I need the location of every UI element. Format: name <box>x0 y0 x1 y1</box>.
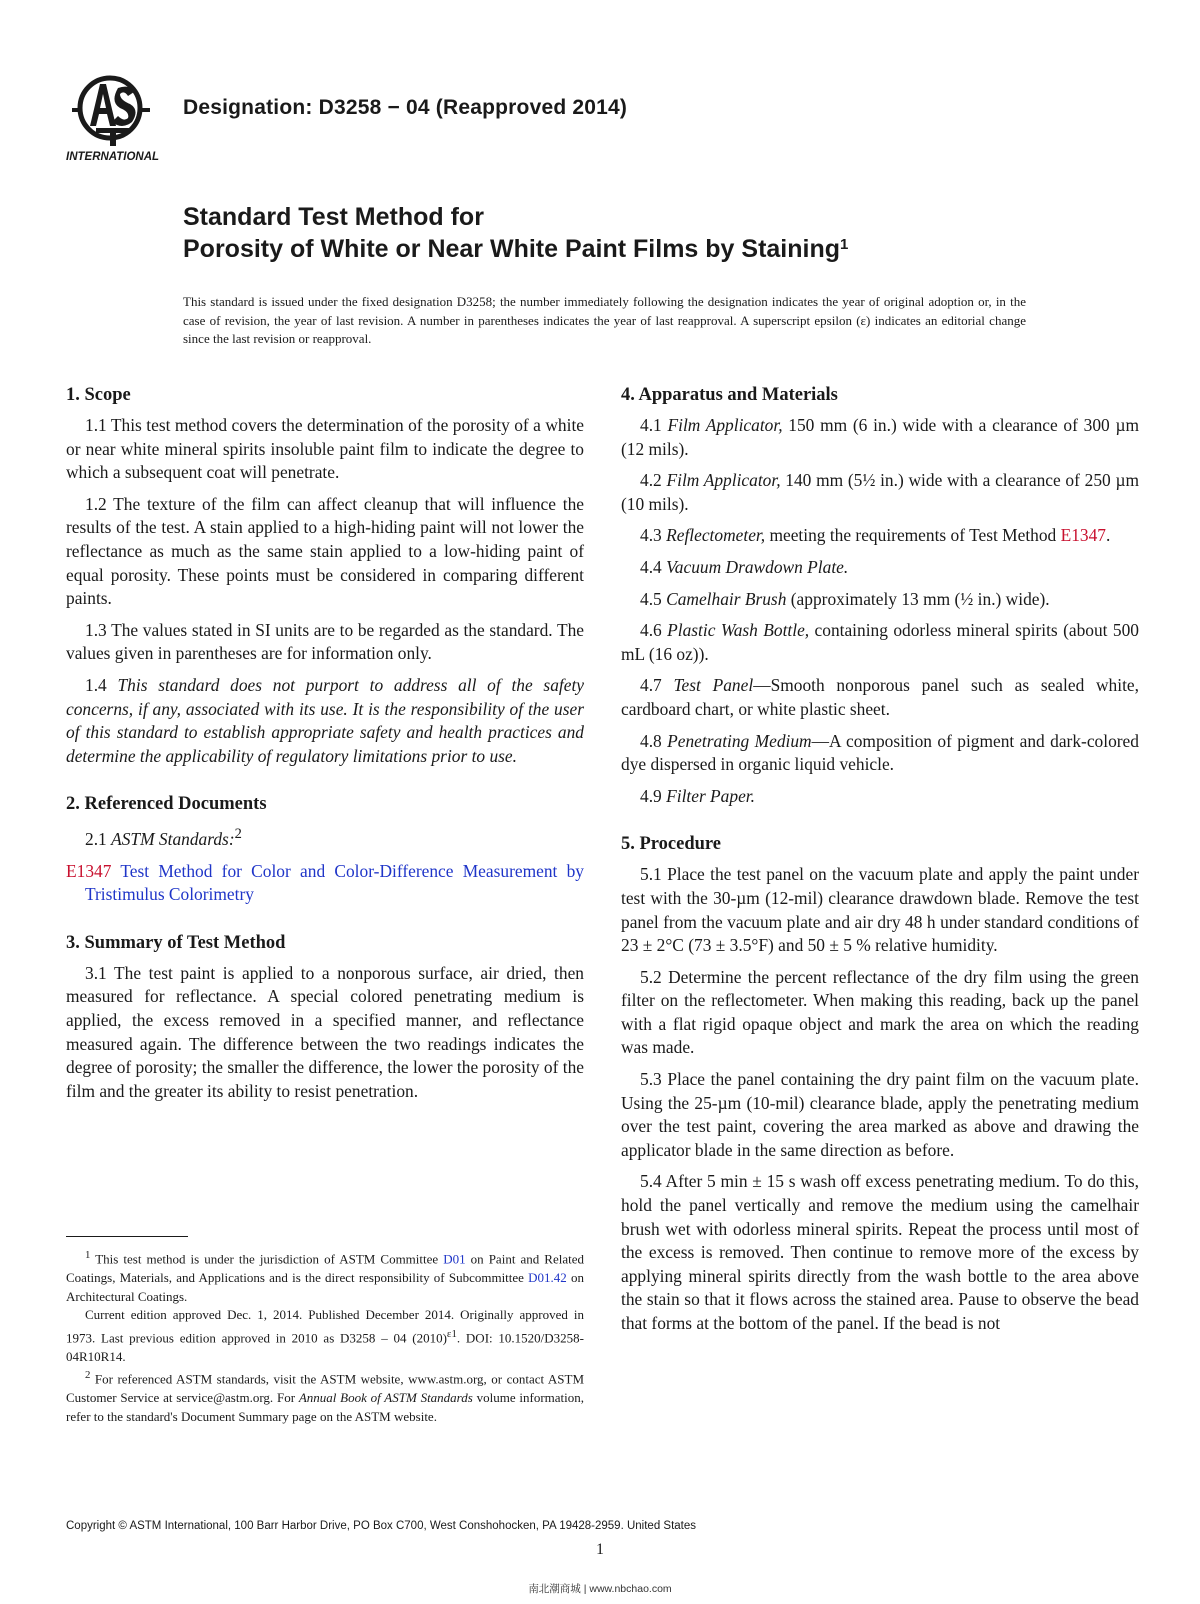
title-footnote-mark: 1 <box>840 236 849 253</box>
paragraph-3-1: 3.1 The test paint is applied to a nonporous surface, air dried, then measured for reflectance. A special colored penetrating medium is applied, the excess removed in a specified manner, and reflectance measured again. The difference between the two readings indicates the degree of porosity; the smaller the difference, the lower the porosity of the film and the greater its ability to resist penetration. <box>66 962 584 1101</box>
item-number: 4.6 <box>640 620 662 641</box>
title-line-2 <box>183 233 1083 265</box>
item-number: 4.8 <box>640 730 662 751</box>
reference-entry <box>66 860 584 907</box>
item-number: 4.2 <box>640 470 662 491</box>
item-4-4 <box>621 556 1139 580</box>
astm-standards-label: ASTM Standards: <box>111 829 235 850</box>
committee-link-d01[interactable]: D01 <box>443 1251 466 1267</box>
item-text: —A composition of pigment and dark-colored dye dispersed in organic liquid vehicle. <box>621 730 1139 775</box>
item-4-3 <box>621 524 1139 548</box>
logo-wordmark: INTERNATIONAL <box>66 151 160 163</box>
paragraph-number: 1.4 <box>85 674 107 695</box>
item-4-6 <box>621 619 1139 666</box>
safety-statement: This standard does not purport to address all of the safety concerns, if any, associated with its use. It is the responsibility of the user of this standard to establish appropriate safety and health practices and determine the applicability of regulatory limitations prior to use. <box>66 674 584 766</box>
paragraph-5-3: 5.3 Place the panel containing the dry paint film on the vacuum plate. Using the 25-µm (10-mil) clearance blade, apply the penetrating medium over the test paint, covering the area marked as above and drawing the applicator blade in the same direction as before. <box>621 1069 1139 1160</box>
section-heading-scope: 1. Scope <box>66 385 131 405</box>
item-number: 4.9 <box>640 785 662 806</box>
footnote-text: This test method is under the jurisdiction of ASTM Committee <box>90 1251 444 1267</box>
item-4-1 <box>621 414 1139 461</box>
reference-link-e1347[interactable]: E1347 <box>66 860 112 881</box>
footnote-text: on Paint and Related Coatings, Materials, and Applications and is the direct responsibility of Subcommittee <box>66 1251 584 1285</box>
item-text: meeting the requirements of Test Method <box>765 525 1061 546</box>
paragraph-5-4: 5.4 After 5 min ± 15 s wash off excess penetrating medium. To do this, hold the panel vertically and remove the medium using the camelhair brush wet with odorless mineral spirits. Repeat the process until most of the excess is removed. Then continue to remove more of the excess by applying mineral spirits directly from the wash bottle to the area above the stain so that it flows across the stained area. Pause to observe the bead that forms at the bottom of the panel. If the bead is not <box>621 1171 1139 1333</box>
section-heading-procedure: 5. Procedure <box>621 834 722 855</box>
section-heading-apparatus: 4. Apparatus and Materials <box>621 385 838 405</box>
astm-logo <box>66 70 168 168</box>
annual-book-title: Annual Book of ASTM Standards <box>298 1390 473 1406</box>
footnote-text: volume information, refer to the standard's Document Summary page on the ASTM website. <box>66 1390 585 1424</box>
paragraph-1-4 <box>66 674 584 768</box>
footnote-divider <box>66 1236 188 1237</box>
paragraph-5-1: 5.1 Place the test panel on the vacuum plate and apply the paint under test with the 30-µm (12-mil) clearance drawdown blade. Remove the test panel from the vacuum plate and air dry 48 h under standard conditions of 23 ± 2°C (73 ± 3.5°F) and 50 ± 5 % relative humidity. <box>621 864 1139 956</box>
footnote-text: on Architectural Coatings. <box>66 1269 584 1304</box>
section-heading-referenced-documents: 2. Referenced Documents <box>66 794 267 815</box>
left-column <box>66 383 584 1111</box>
item-term: Penetrating Medium <box>667 730 812 751</box>
right-column <box>621 383 1139 1344</box>
footnote-mark: 2 <box>85 1369 91 1382</box>
item-number: 4.5 <box>640 588 662 609</box>
item-text: 150 mm (6 in.) wide with a clearance of 300 µm (12 mils). <box>621 415 1139 459</box>
item-text: (approximately 13 mm (½ in.) wide). <box>786 588 1050 609</box>
footnote-2 <box>66 1366 584 1426</box>
item-term: Reflectometer, <box>666 525 766 546</box>
footnote-text: For referenced ASTM standards, visit the ASTM website, www.astm.org, or contact ASTM Customer Service at service@astm.org. For <box>66 1371 584 1406</box>
reference-title-link[interactable]: Test Method for Color and Color-Difference Measurement by Tristimulus Colorimetry <box>85 860 584 905</box>
item-term: Film Applicator, <box>666 470 781 491</box>
page-number: 1 <box>596 1541 604 1558</box>
item-term: Test Panel <box>673 675 754 696</box>
document-title <box>183 201 1083 265</box>
item-term: Film Applicator, <box>667 415 783 435</box>
paragraph-2-1 <box>66 823 584 851</box>
paragraph-1-3: 1.3 The values stated in SI units are to be regarded as the standard. The values given in parentheses are for information only. <box>66 619 584 664</box>
footnote-text: . DOI: 10.1520/D3258-04R10R14. <box>66 1330 584 1364</box>
item-text: —Smooth nonporous panel such as sealed white, cardboard chart, or white plastic sheet. <box>621 675 1139 719</box>
item-4-8 <box>621 730 1139 777</box>
title-line-2-text: Porosity of White or Near White Paint Films by Staining <box>183 235 841 263</box>
footnote-1 <box>66 1246 584 1306</box>
item-end: . <box>1106 525 1111 546</box>
reference-link-e1347[interactable]: E1347 <box>1060 525 1106 546</box>
subcommittee-link-d01-42[interactable]: D01.42 <box>528 1269 567 1285</box>
item-4-2 <box>621 469 1139 516</box>
paragraph-number: 2.1 <box>85 829 107 850</box>
item-text: containing odorless mineral spirits (about 500 mL (16 oz)). <box>621 620 1139 664</box>
item-4-9 <box>621 785 1139 809</box>
item-4-5 <box>621 588 1139 612</box>
designation: Designation: D3258 − 04 (Reapproved 2014) <box>183 96 628 119</box>
footnote-edition <box>66 1306 584 1366</box>
item-number: 4.7 <box>640 675 662 696</box>
item-number: 4.4 <box>640 556 662 577</box>
paragraph-1-1: 1.1 This test method covers the determination of the porosity of a white or near white mineral spirits insoluble paint film to indicate the degree to which a subsequent coat will penetrate. <box>66 415 584 483</box>
copyright-notice: Copyright © ASTM International, 100 Barr Harbor Drive, PO Box C700, West Conshohocken, PA 19428-2959. United States <box>66 1520 697 1532</box>
item-term: Vacuum Drawdown Plate. <box>666 556 849 577</box>
item-term: Camelhair Brush <box>666 588 787 609</box>
footnote-mark: 1 <box>85 1249 91 1261</box>
epsilon-mark: ε1 <box>446 1327 457 1340</box>
item-number: 4.1 <box>640 415 662 435</box>
item-4-7 <box>621 674 1139 721</box>
paragraph-5-2: 5.2 Determine the percent reflectance of the dry film using the green filter on the reflectometer. When making this reading, back up the panel with a flat rigid opaque object and mark the area on which the reading was made. <box>621 966 1139 1058</box>
footnotes <box>66 1246 584 1426</box>
watermark-text: 南北潮商城 | www.nbchao.com <box>528 1583 672 1595</box>
item-term: Filter Paper. <box>666 785 755 806</box>
title-line-1: Standard Test Method for <box>183 203 484 231</box>
footnote-text: Current edition approved Dec. 1, 2014. Published December 2014. Originally approved in 1973. Last previous edition approved in 2010 as D3258 – 04 (2010) <box>66 1307 584 1346</box>
item-text: 140 mm (5½ in.) wide with a clearance of 250 µm (10 mils). <box>621 470 1139 514</box>
footnote-mark: 2 <box>234 826 242 843</box>
paragraph-1-2: 1.2 The texture of the film can affect cleanup that will influence the results of the test. A stain applied to a high-hiding paint will not lower the reflectance as much as the same stain applied to a low-hiding paint of equal porosity. These points must be considered in comparing different paints. <box>66 493 584 609</box>
section-heading-summary: 3. Summary of Test Method <box>66 932 286 953</box>
standard-notice: This standard is issued under the fixed designation D3258; the number immediately following the designation indicates the year of original adoption or, in the case of revision, the year of last revision. A number in parentheses indicates the year of last reapproval. A superscript epsilon (ε) indicates an editorial change since the last revision or reapproval. <box>183 294 1026 346</box>
item-term: Plastic Wash Bottle, <box>667 620 810 641</box>
item-number: 4.3 <box>640 525 662 546</box>
